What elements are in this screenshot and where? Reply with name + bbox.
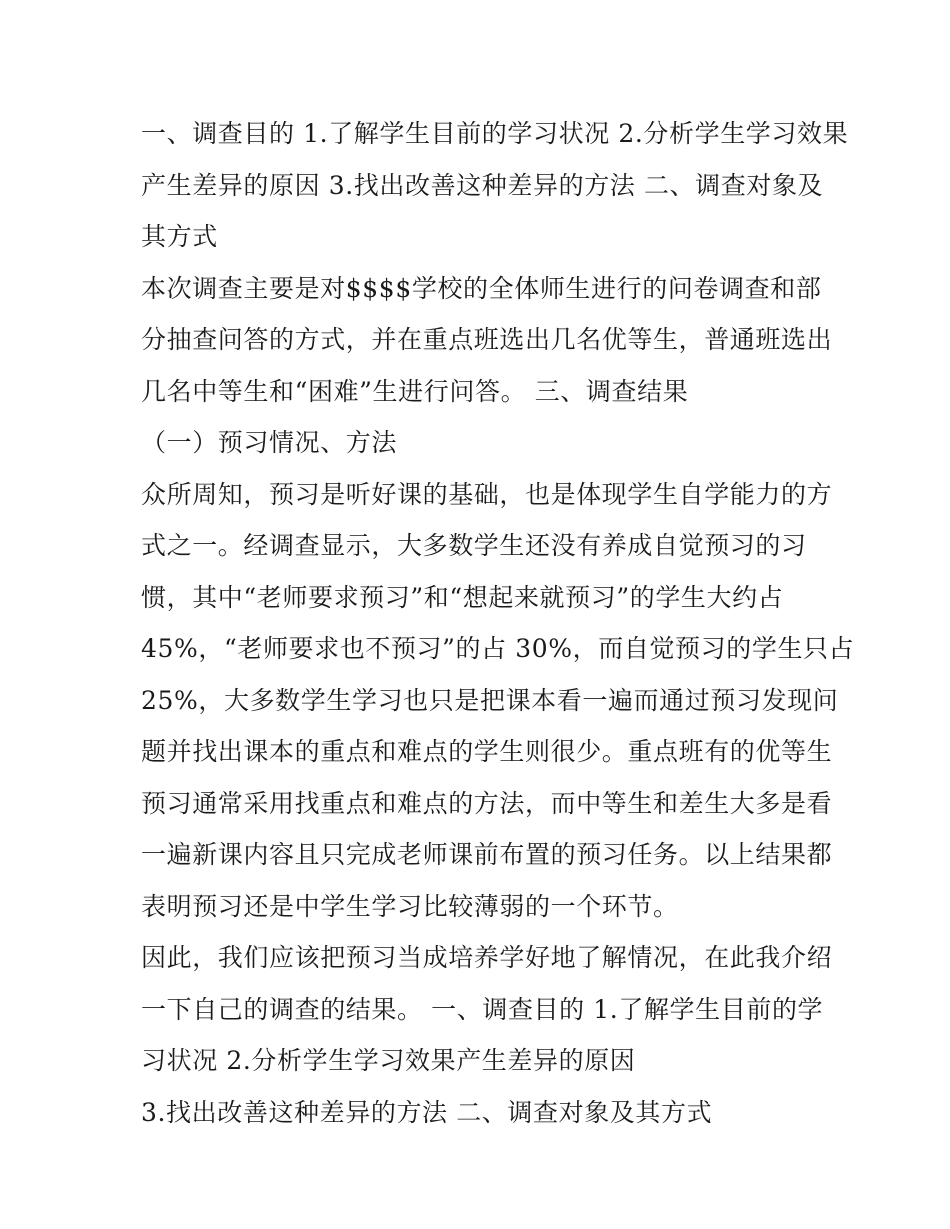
section-heading-preview bbox=[141, 417, 813, 469]
document-body bbox=[141, 108, 855, 1138]
text-line: 3.找出改善这种差异的方法 二、调查对象及其方式 bbox=[141, 1097, 713, 1127]
text-line: 一、调查目的 1.了解学生目前的学习状况 2.分析学生学习效果 bbox=[141, 119, 849, 148]
text-line: 表明预习还是中学生学习比较薄弱的一个环节。 bbox=[141, 891, 679, 921]
text-line: 一下自己的调查的结果。 一、调查目的 1.了解学生目前的学 bbox=[141, 994, 824, 1024]
paragraph-survey-purpose bbox=[141, 108, 849, 263]
text-line: 众所周知，预习是听好课的基础，也是体现学生自学能力的方 bbox=[141, 479, 833, 509]
text-line: 几名中等生和“困难”生进行问答。 三、调查结果 bbox=[141, 376, 689, 406]
paragraph-repeat-purpose bbox=[141, 1087, 813, 1139]
text-line: 预习通常采用找重点和难点的方法，而中等生和差生大多是看 bbox=[141, 788, 833, 818]
paragraph-preview-findings bbox=[141, 469, 855, 933]
text-line: 其方式 bbox=[141, 222, 218, 251]
text-line: 因此，我们应该把预习当成培养学好地了解情况，在此我介绍 bbox=[141, 943, 833, 972]
section-heading: （一）预习情况、方法 bbox=[141, 428, 398, 457]
text-line: 一遍新课内容且只完成老师课前布置的预习任务。以上结果都 bbox=[141, 840, 833, 869]
text-line: 25%，大多数学生学习也只是把课本看一遍而通过预习发现问 bbox=[141, 685, 839, 715]
text-line: 本次调查主要是对$$$$学校的全体师生进行的问卷调查和部 bbox=[141, 273, 822, 303]
text-line: 题并找出课本的重点和难点的学生则很少。重点班有的优等生 bbox=[141, 737, 833, 766]
text-line: 45%，“老师要求也不预习”的占 30%，而自觉预习的学生只占 bbox=[141, 634, 855, 663]
text-line: 式之一。经调查显示，大多数学生还没有养成自觉预习的习 bbox=[141, 531, 807, 560]
text-line: 习状况 2.分析学生学习效果产生差异的原因 bbox=[141, 1046, 636, 1075]
paragraph-survey-method bbox=[141, 263, 833, 418]
text-line: 产生差异的原因 3.找出改善这种差异的方法 二、调查对象及 bbox=[141, 170, 824, 200]
text-line: 分抽查问答的方式，并在重点班选出几名优等生，普通班选出 bbox=[141, 325, 833, 354]
paragraph-conclusion bbox=[141, 932, 833, 1087]
text-line: 惯，其中“老师要求预习”和“想起来就预习”的学生大约占 bbox=[141, 582, 784, 612]
